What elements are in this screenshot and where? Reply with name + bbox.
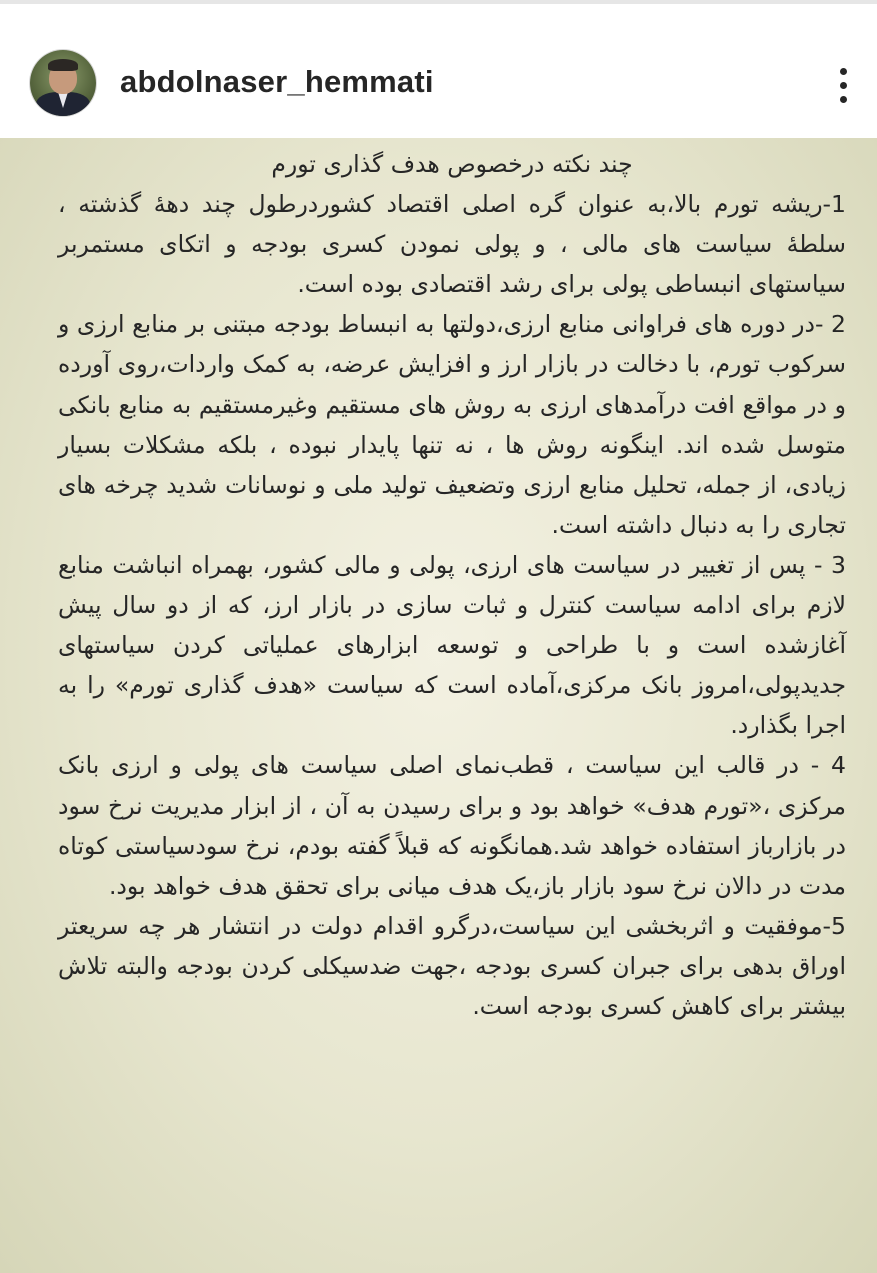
more-dot: [840, 82, 847, 89]
post-header: [0, 4, 877, 138]
paragraph-1: 1-ریشه تورم بالا،به عنوان گره اصلی اقتصاد کشوردرطول چند دههٔ گذشته ، سلطهٔ سیاست های مالی ، و پولی نمودن کسری بودجه و اتکای مستمربر سیاستهای انبساطی پولی برای رشد اقتصادی بوده است.: [58, 190, 846, 299]
post-title: چند نکته درخصوص هدف گذاری تورم: [271, 150, 633, 178]
paragraph-5: 5-موفقیت و اثربخشی این سیاست،درگرو اقدام دولت در انتشار هر چه سریعتر اوراق بدهی برای جبران کسری بودجه ،جهت ضدسیکلی کردن بودجه والبته تلاش بیشتر برای کاهش کسری بودجه است.: [58, 911, 846, 1020]
username[interactable]: abdolnaser_hemmati: [120, 64, 434, 99]
more-dot: [840, 96, 847, 103]
avatar-hair: [48, 59, 78, 71]
avatar[interactable]: [30, 50, 96, 116]
paragraph-4: 4 - در قالب این سیاست ، قطب‌نمای اصلی سیاست های پولی و ارزی بانک مرکزی ،«تورم هدف» خواهد بود و برای رسیدن به آن ، از ابزار مدیریت نرخ سود در بازارباز استفاده خواهد شد.همانگونه که قبلاً گفته بودم، نرخ سودسیاستی کوتاه مدت در دالان نرخ سود بازار باز،یک هدف میانی برای تحقق هدف خواهد بود.: [58, 751, 846, 900]
more-options-icon[interactable]: [826, 62, 862, 110]
more-dot: [840, 68, 847, 75]
paragraph-2: 2 -در دوره های فراوانی منابع ارزی،دولتها به انبساط بودجه مبتنی بر منابع ارزی و سرکوب تورم، با دخالت در بازار ارز و افزایش عرضه، به کمک واردات،روی آورده و در مواقع افت درآمدهای ارزی به روش های مستقیم وغیرمستقیم به منابع بانکی متوسل شده اند. اینگونه روش ها ، نه تنها پایدار نبوده ، بلکه مشکلات بسیار زیادی، از جمله، تحلیل منابع ارزی وتضعیف تولید ملی و نوسانات شدید چرخه های تجاری را به دنبال داشته است.: [58, 310, 846, 539]
post-image[interactable]: [0, 138, 877, 1273]
post-text: [58, 144, 846, 1026]
paragraph-3: 3 - پس از تغییر در سیاست های ارزی، پولی و مالی کشور، بهمراه انباشت منابع لازم برای ادامه سیاست کنترل و ثبات سازی در بازار ارز، که از دو سال پیش آغازشده است و با طراحی و توسعه ابزارهای عملیاتی کردن سیاستهای جدیدپولی،امروز بانک مرکزی،آماده است که سیاست «هدف گذاری تورم» را به اجرا بگذارد.: [58, 550, 846, 740]
